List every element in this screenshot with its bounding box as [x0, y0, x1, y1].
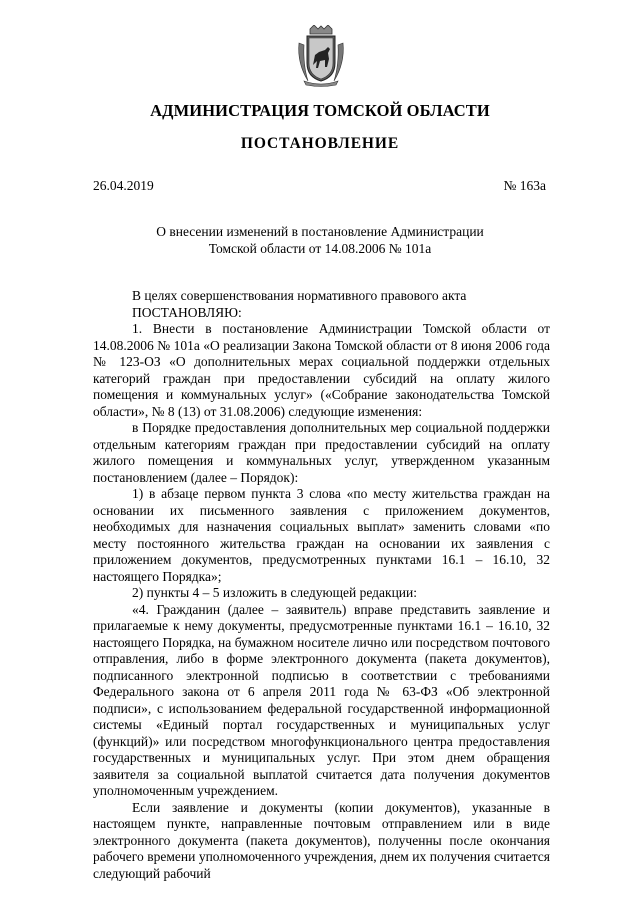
body-paragraph: 1. Внести в постановление Администрации Томской области от 14.08.2006 № 101а «О реализации Закона Томской области от 8 июня 2006 года № 123-ОЗ «О дополнительных мерах социальной поддержки отдельных категорий граждан при предоставлении субсидий на оплату жилого помещения и коммунальных услуг» («Собрание законодательства Томской области», № 8 (13) от 31.08.2006) следующие изменения:: [93, 321, 550, 419]
body-paragraph: 1) в абзаце первом пункта 3 слова «по месту жительства граждан на основании их письменного заявления с приложением документов, необходимых для назначения социальных выплат» заменить словами «по месту постоянного жительства граждан на основании их заявления с приложением документов, предусмотренных пунктами 16.1 – 16.10, 32 настоящего Порядка»;: [93, 486, 550, 584]
tomsk-coat-of-arms-icon: [296, 25, 346, 87]
subject-line: Томской области от 14.08.2006 № 101а: [208, 240, 432, 256]
body-paragraph: Если заявление и документы (копии документов), указанные в настоящем пункте, направленные почтовым отправлением или в виде электронного документа (пакета документов), полученны после окончания рабочего времени уполномоченного учреждения, днем их получения считается следующий рабочий: [93, 799, 550, 881]
body-paragraph: в Порядке предоставления дополнительных мер социальной поддержки отдельным категориям граждан при предоставлении субсидий на оплату жилого помещения и коммунальных услуг, утвержденном указанным постановлением (далее – Порядок):: [93, 420, 550, 485]
document-body: [93, 288, 550, 882]
body-paragraph: ПОСТАНОВЛЯЮ:: [132, 304, 242, 320]
body-paragraph: «4. Гражданин (далее – заявитель) вправе представить заявление и прилагаемые к нему документы, предусмотренные пунктами 16.1 – 16.10, 32 настоящего Порядка, на бумажном носителе лично или посредством почтового отправления, либо в форме электронного документа (пакета документов), подписанного электронной подписью в соответствии с требованиями Федерального закона от 6 апреля 2011 года № 63-ФЗ «Об электронной подписи», с использованием федеральной государственной информационной системы «Единый портал государственных и муниципальных услуг (функций)» или посредством многофункционального центра предоставления государственных и муниципальных услуг. При этом днем обращения заявителя за социальной выплатой считается дата получения документов уполномоченным учреждением.: [93, 601, 550, 798]
document-date: 26.04.2019: [93, 178, 154, 193]
document-subject: [0, 224, 640, 257]
subject-line: О внесении изменений в постановление Администрации: [156, 224, 484, 239]
body-paragraph: 2) пункты 4 – 5 изложить в следующей редакции:: [132, 585, 418, 600]
document-type: ПОСТАНОВЛЕНИЕ: [240, 135, 400, 152]
body-paragraph: В целях совершенствования нормативного правового акта: [132, 288, 467, 303]
document-number: № 163а: [503, 178, 546, 193]
organization-title: АДМИНИСТРАЦИЯ ТОМСКОЙ ОБЛАСТИ: [150, 101, 490, 120]
